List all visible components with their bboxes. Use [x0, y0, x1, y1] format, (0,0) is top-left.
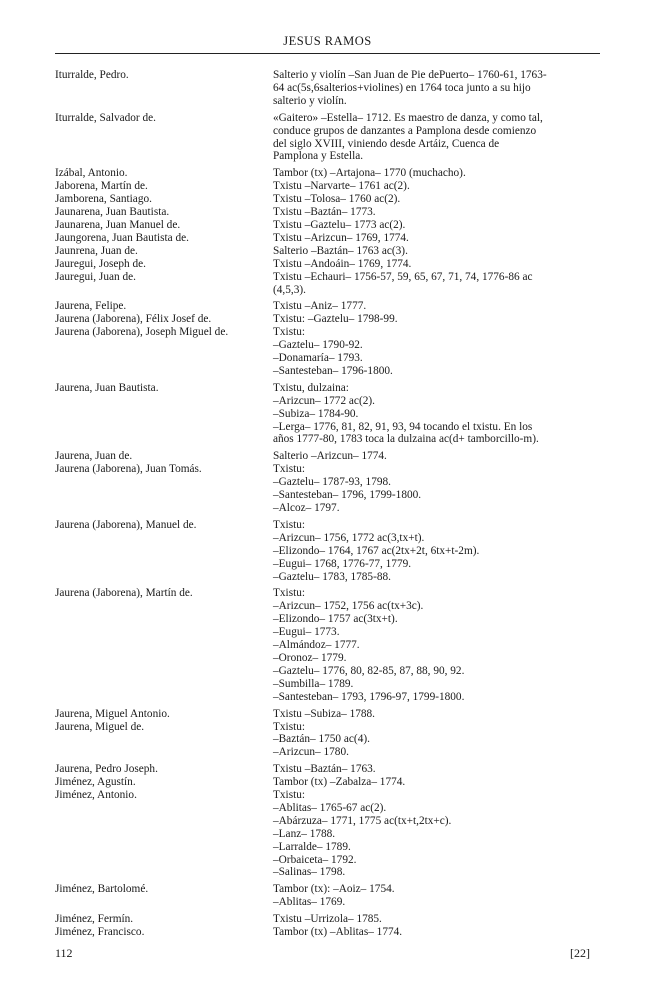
entry-line: Tambor (tx) –Artajona– 1770 (muchacho). [273, 167, 466, 180]
entry-line: –Gaztelu– 1783, 1785-88. [273, 570, 391, 583]
entry-line: Txistu: [273, 720, 306, 733]
entry-name: Jaurena (Jaborena), Félix Josef de. [55, 313, 212, 326]
entry-description [273, 258, 600, 271]
entry-line: –Almándoz– 1777. [273, 639, 360, 652]
entry-row [55, 587, 600, 703]
entry-line: –Ablitas– 1769. [273, 896, 346, 909]
entry-line: –Gaztelu– 1787-93, 1798. [273, 476, 391, 489]
entry-description [273, 167, 600, 180]
entry-line: –Subiza– 1784-90. [273, 407, 359, 420]
entry-name: Jaurena (Jaborena), Juan Tomás. [55, 463, 202, 476]
entry-row [55, 245, 600, 258]
entry-name: Jauregui, Juan de. [55, 270, 136, 283]
entry-line: Txistu –Urrizola– 1785. [273, 913, 382, 926]
entry-name: Jiménez, Fermín. [55, 913, 134, 926]
entry-line: Txistu: [273, 326, 306, 339]
entry-description [273, 883, 600, 909]
entry-row [55, 167, 600, 180]
entry-name: Jiménez, Bartolomé. [55, 883, 149, 896]
entry-row [55, 313, 600, 326]
entry-name: Jiménez, Agustín. [55, 776, 136, 789]
entry-description [273, 112, 600, 164]
entry-name: Jaunarena, Juan Bautista. [55, 206, 170, 219]
entry-line: –Arizcun– 1780. [273, 746, 349, 759]
entry-line: Txistu –Baztán– 1773. [273, 206, 376, 219]
entry-name: Jaurena, Juan Bautista. [55, 381, 159, 394]
entry-description [273, 789, 600, 879]
entry-name: Jauregui, Joseph de. [55, 257, 146, 270]
entry-line: Txistu –Gaztelu– 1773 ac(2). [273, 218, 406, 231]
entry-line: –Orbaiceta– 1792. [273, 853, 357, 866]
entry-description [273, 463, 600, 515]
entry-description [273, 926, 600, 939]
entry-row [55, 300, 600, 313]
entry-line: Pamplona y Estella. [273, 150, 364, 163]
entry-line: –Gaztelu– 1790-92. [273, 339, 363, 352]
entry-name: Jaurena (Jaborena), Manuel de. [55, 518, 197, 531]
entry-row [55, 206, 600, 219]
entry-description [273, 180, 600, 193]
entry-row [55, 193, 600, 206]
entry-list [55, 69, 600, 939]
entry-name: Jaungorena, Juan Bautista de. [55, 231, 189, 244]
entry-line: –Arizcun– 1772 ac(2). [273, 394, 375, 407]
entry-name: Jaborena, Martín de. [55, 180, 148, 193]
entry-line: –Alcoz– 1797. [273, 502, 340, 514]
entry-name: Jaunrena, Juan de. [55, 244, 138, 257]
entry-line: (4,5,3). [273, 283, 306, 296]
entry-line: Salterio y violín –San Juan de Pie dePuerto– 1760-61, 1763- [273, 69, 547, 81]
entry-name: Jaurena (Jaborena), Martín de. [55, 587, 193, 600]
entry-name: Jaurena, Pedro Joseph. [55, 763, 158, 776]
entry-name: Jiménez, Antonio. [55, 789, 137, 802]
entry-name: Iturralde, Salvador de. [55, 111, 157, 124]
entry-line: Txistu: [273, 518, 306, 531]
entry-line: Txistu: [273, 789, 306, 802]
entry-line: –Lerga– 1776, 81, 82, 91, 93, 94 tocando el txistu. En los [273, 420, 533, 433]
entry-name: Jaurena, Felipe. [55, 300, 127, 313]
entry-line: –Abárzuza– 1771, 1775 ac(tx+t,2tx+c). [273, 814, 452, 827]
entry-name: Jamborena, Santiago. [55, 193, 152, 206]
entry-line: Txistu –Tolosa– 1760 ac(2). [273, 193, 401, 206]
entry-row [55, 776, 600, 789]
entry-row [55, 382, 600, 447]
entry-name: Iturralde, Pedro. [55, 69, 129, 81]
entry-line: –Arizcun– 1752, 1756 ac(tx+3c). [273, 600, 424, 613]
entry-line: «Gaitero» –Estella– 1712. Es maestro de danza, y como tal, [273, 111, 543, 124]
entry-row [55, 913, 600, 926]
entry-description [273, 450, 600, 463]
entry-name: Jaurena, Juan de. [55, 450, 133, 463]
entry-description [273, 232, 600, 245]
entry-line: Txistu: [273, 587, 306, 600]
entry-line: Salterio –Baztán– 1763 ac(3). [273, 244, 408, 257]
entry-row [55, 112, 600, 164]
entry-line: Txistu: –Gaztelu– 1798-99. [273, 313, 398, 326]
entry-line: conduce grupos de danzantes a Pamplona desde comienzo [273, 124, 537, 137]
entry-row [55, 450, 600, 463]
entry-description [273, 708, 600, 721]
entry-description [273, 271, 600, 297]
entry-row [55, 721, 600, 760]
entry-description [273, 313, 600, 326]
entry-description [273, 193, 600, 206]
entry-line: Txistu, dulzaina: [273, 381, 349, 394]
entry-row [55, 326, 600, 378]
entry-description [273, 245, 600, 258]
entry-line: –Baztán– 1750 ac(4). [273, 733, 370, 746]
entry-line: Txistu –Baztán– 1763. [273, 763, 376, 776]
entry-line: Txistu –Subiza– 1788. [273, 707, 375, 720]
entry-row [55, 883, 600, 909]
entry-line: Salterio –Arizcun– 1774. [273, 450, 387, 463]
header-rule [55, 53, 600, 54]
entry-line: –Elizondo– 1764, 1767 ac(2tx+2t, 6tx+t-2m). [273, 544, 480, 557]
entry-row [55, 271, 600, 297]
entry-line: Txistu –Narvarte– 1761 ac(2). [273, 180, 410, 193]
entry-line: Txistu: [273, 463, 306, 476]
entry-line: –Eugui– 1768, 1776-77, 1779. [273, 557, 412, 570]
entry-line: –Elizondo– 1757 ac(3tx+t). [273, 613, 398, 626]
entry-row [55, 519, 600, 584]
entry-description [273, 587, 600, 703]
entry-line: –Arizcun– 1756, 1772 ac(3,tx+t). [273, 531, 425, 544]
entry-description [273, 913, 600, 926]
entry-description [273, 382, 600, 447]
entry-row [55, 463, 600, 515]
entry-description [273, 721, 600, 760]
entry-line: –Santesteban– 1796-1800. [273, 364, 393, 377]
entry-line: años 1777-80, 1783 toca la dulzaina ac(d+ tamborcillo-m). [273, 433, 539, 446]
entry-description [273, 326, 600, 378]
entry-description [273, 300, 600, 313]
entry-description [273, 763, 600, 776]
entry-name: Jaurena (Jaborena), Joseph Miguel de. [55, 326, 229, 339]
entry-line: –Oronoz– 1779. [273, 651, 347, 664]
entry-line: Tambor (tx) –Ablitas– 1774. [273, 926, 403, 939]
entry-description [273, 219, 600, 232]
entry-line: –Sumbilla– 1789. [273, 677, 354, 690]
entry-row [55, 180, 600, 193]
entry-line: –Santesteban– 1796, 1799-1800. [273, 489, 422, 502]
entry-name: Jiménez, Francisco. [55, 926, 145, 939]
entry-line: Txistu –Andoáin– 1769, 1774. [273, 257, 412, 270]
entry-line: salterio y violín. [273, 94, 347, 107]
entry-line: Tambor (tx): –Aoiz– 1754. [273, 883, 395, 896]
entry-line: Txistu –Aniz– 1777. [273, 300, 367, 313]
entry-line: –Ablitas– 1765-67 ac(2). [273, 801, 387, 814]
entry-description [273, 206, 600, 219]
entry-name: Jaunarena, Juan Manuel de. [55, 218, 181, 231]
page-number: 112 [55, 946, 73, 960]
entry-row [55, 219, 600, 232]
entry-description [273, 69, 600, 108]
entry-row [55, 926, 600, 939]
entry-row [55, 69, 600, 108]
entry-row [55, 258, 600, 271]
entry-line: Txistu –Arizcun– 1769, 1774. [273, 231, 409, 244]
entry-line: –Eugui– 1773. [273, 626, 340, 639]
entry-line: 64 ac(5s,6salterios+violines) en 1764 toca junto a su hijo [273, 81, 531, 94]
entry-line: del siglo XVIII, viniendo desde Artáiz, Cuenca de [273, 137, 500, 150]
entry-line: –Gaztelu– 1776, 80, 82-85, 87, 88, 90, 92. [273, 664, 465, 677]
entry-line: –Larralde– 1789. [273, 840, 351, 853]
entry-row [55, 708, 600, 721]
entry-line: Txistu –Echauri– 1756-57, 59, 65, 67, 71, 74, 1776-86 ac [273, 270, 533, 283]
entry-row [55, 789, 600, 879]
entry-line: Tambor (tx) –Zabalza– 1774. [273, 776, 406, 789]
running-header: JESUS RAMOS [283, 34, 372, 48]
entry-name: Jaurena, Miguel Antonio. [55, 707, 170, 720]
entry-description [273, 519, 600, 584]
entry-line: –Santesteban– 1793, 1796-97, 1799-1800. [273, 690, 465, 703]
entry-name: Izábal, Antonio. [55, 167, 128, 180]
entry-name: Jaurena, Miguel de. [55, 720, 145, 733]
entry-row [55, 232, 600, 245]
entry-description [273, 776, 600, 789]
entry-line: –Salinas– 1798. [273, 866, 346, 879]
entry-row [55, 763, 600, 776]
entry-line: –Donamaría– 1793. [273, 352, 363, 365]
entry-line: –Lanz– 1788. [273, 827, 336, 840]
bracket-page-number: [22] [570, 946, 590, 960]
